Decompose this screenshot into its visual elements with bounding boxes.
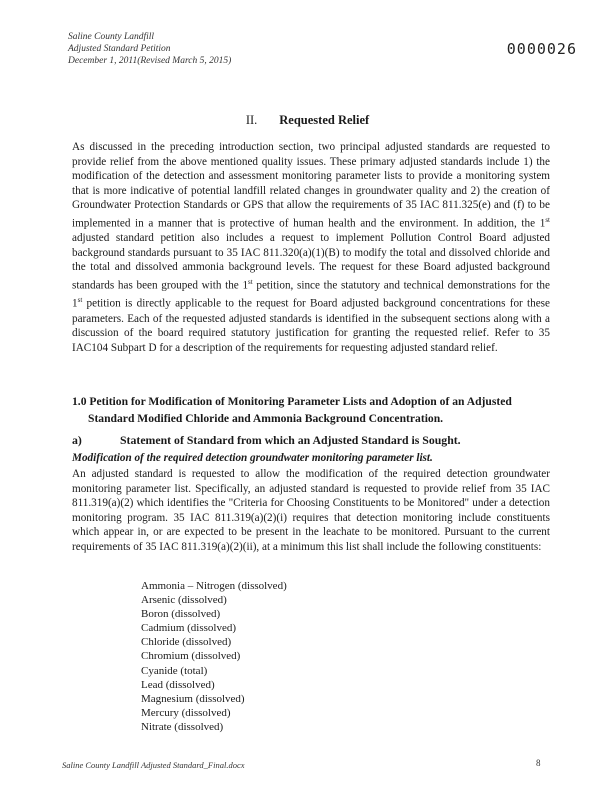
constituent-list — [141, 579, 287, 734]
list-item: Ammonia – Nitrogen (dissolved) — [141, 580, 287, 592]
footer-filename: Saline County Landfill Adjusted Standard_Final.docx — [62, 760, 245, 770]
header-line-2: Adjusted Standard Petition — [68, 44, 171, 54]
list-item: Lead (dissolved) — [141, 678, 215, 691]
item-heading — [72, 433, 461, 448]
list-item: Chloride (dissolved) — [141, 636, 232, 649]
list-item: Cyanide (total) — [141, 664, 208, 677]
list-item: Magnesium (dissolved) — [141, 692, 245, 705]
item-title: Statement of Standard from which an Adjusted Standard is Sought. — [120, 433, 461, 447]
section-number: II. — [245, 113, 258, 127]
subsection-heading-line-1: 1.0 Petition for Modification of Monitoring Parameter Lists and Adoption of an Adjusted — [72, 395, 512, 408]
subsection-heading-line-2: Standard Modified Chloride and Ammonia Background Concentration. — [88, 412, 444, 425]
list-item: Arsenic (dissolved) — [141, 594, 227, 607]
list-item: Boron (dissolved) — [141, 608, 221, 621]
section-heading — [0, 113, 615, 128]
header-line-3: December 1, 2011(Revised March 5, 2015) — [68, 56, 232, 66]
subsection-heading — [72, 393, 550, 427]
intro-paragraph: As discussed in the preceding introduction section, two principal adjusted standards are requested to provide relief from the above mentioned quality issues. These primary adjusted standards include 1) the modification of the detection and assessment monitoring parameter lists to provide a monitoring system that is more indicative of potential landfill related changes in groundwater quality and 2) the creation of Groundwater Protection Standards or GPS that allow the requirements of 35 IAC 811.325(e) and (f) to be implemented in a manner that is protective of human health and the environment. In addition, the 1st adjusted standard petition also includes a request to implement Pollution Control Board adjusted background standards pursuant to 35 IAC 811.320(a)(1)(B) to modify the total and dissolved chloride and the total and dissolved ammonia background levels. The request for these Board adjusted background standards has been grouped with the 1st petition, since the statutory and technical demonstrations for the 1st petition is directly applicable to the request for Board adjusted background concentrations for these parameters. Each of the requested adjusted standards is identified in the subsequent sections along with a discussion of the board required statutory justification for granting the requested relief. Refer to 35 IAC104 Subpart D for a description of the requirements for requesting adjusted standard relief. — [72, 141, 550, 354]
list-item: Nitrate (dissolved) — [141, 720, 224, 733]
list-item: Mercury (dissolved) — [141, 706, 231, 719]
item-letter: a) — [72, 433, 82, 447]
page-number: 8 — [536, 758, 541, 768]
section-title: Requested Relief — [279, 113, 370, 127]
italic-subheading: Modification of the required detection groundwater monitoring parameter list. — [72, 452, 433, 464]
bates-number: 0000026 — [506, 40, 577, 58]
header-line-1: Saline County Landfill — [68, 32, 155, 42]
body-paragraph: An adjusted standard is requested to allow the modification of the required detection groundwater monitoring parameter list. Specifically, an adjusted standard is requested to provide relief from 35 IAC 811.319(a)(2) which identifies the "Criteria for Choosing Constituents to be Monitored" under a detection monitoring program. 35 IAC 811.319(a)(2)(i) requires that detection monitoring include constituents which appear in, or are expected to be present in the leachate to be monitored. Pursuant to the current requirements of 35 IAC 811.319(a)(2)(ii), at a minimum this list shall include the following constituents: — [72, 468, 550, 553]
running-header — [68, 31, 231, 67]
list-item: Cadmium (dissolved) — [141, 622, 237, 635]
list-item: Chromium (dissolved) — [141, 650, 241, 663]
